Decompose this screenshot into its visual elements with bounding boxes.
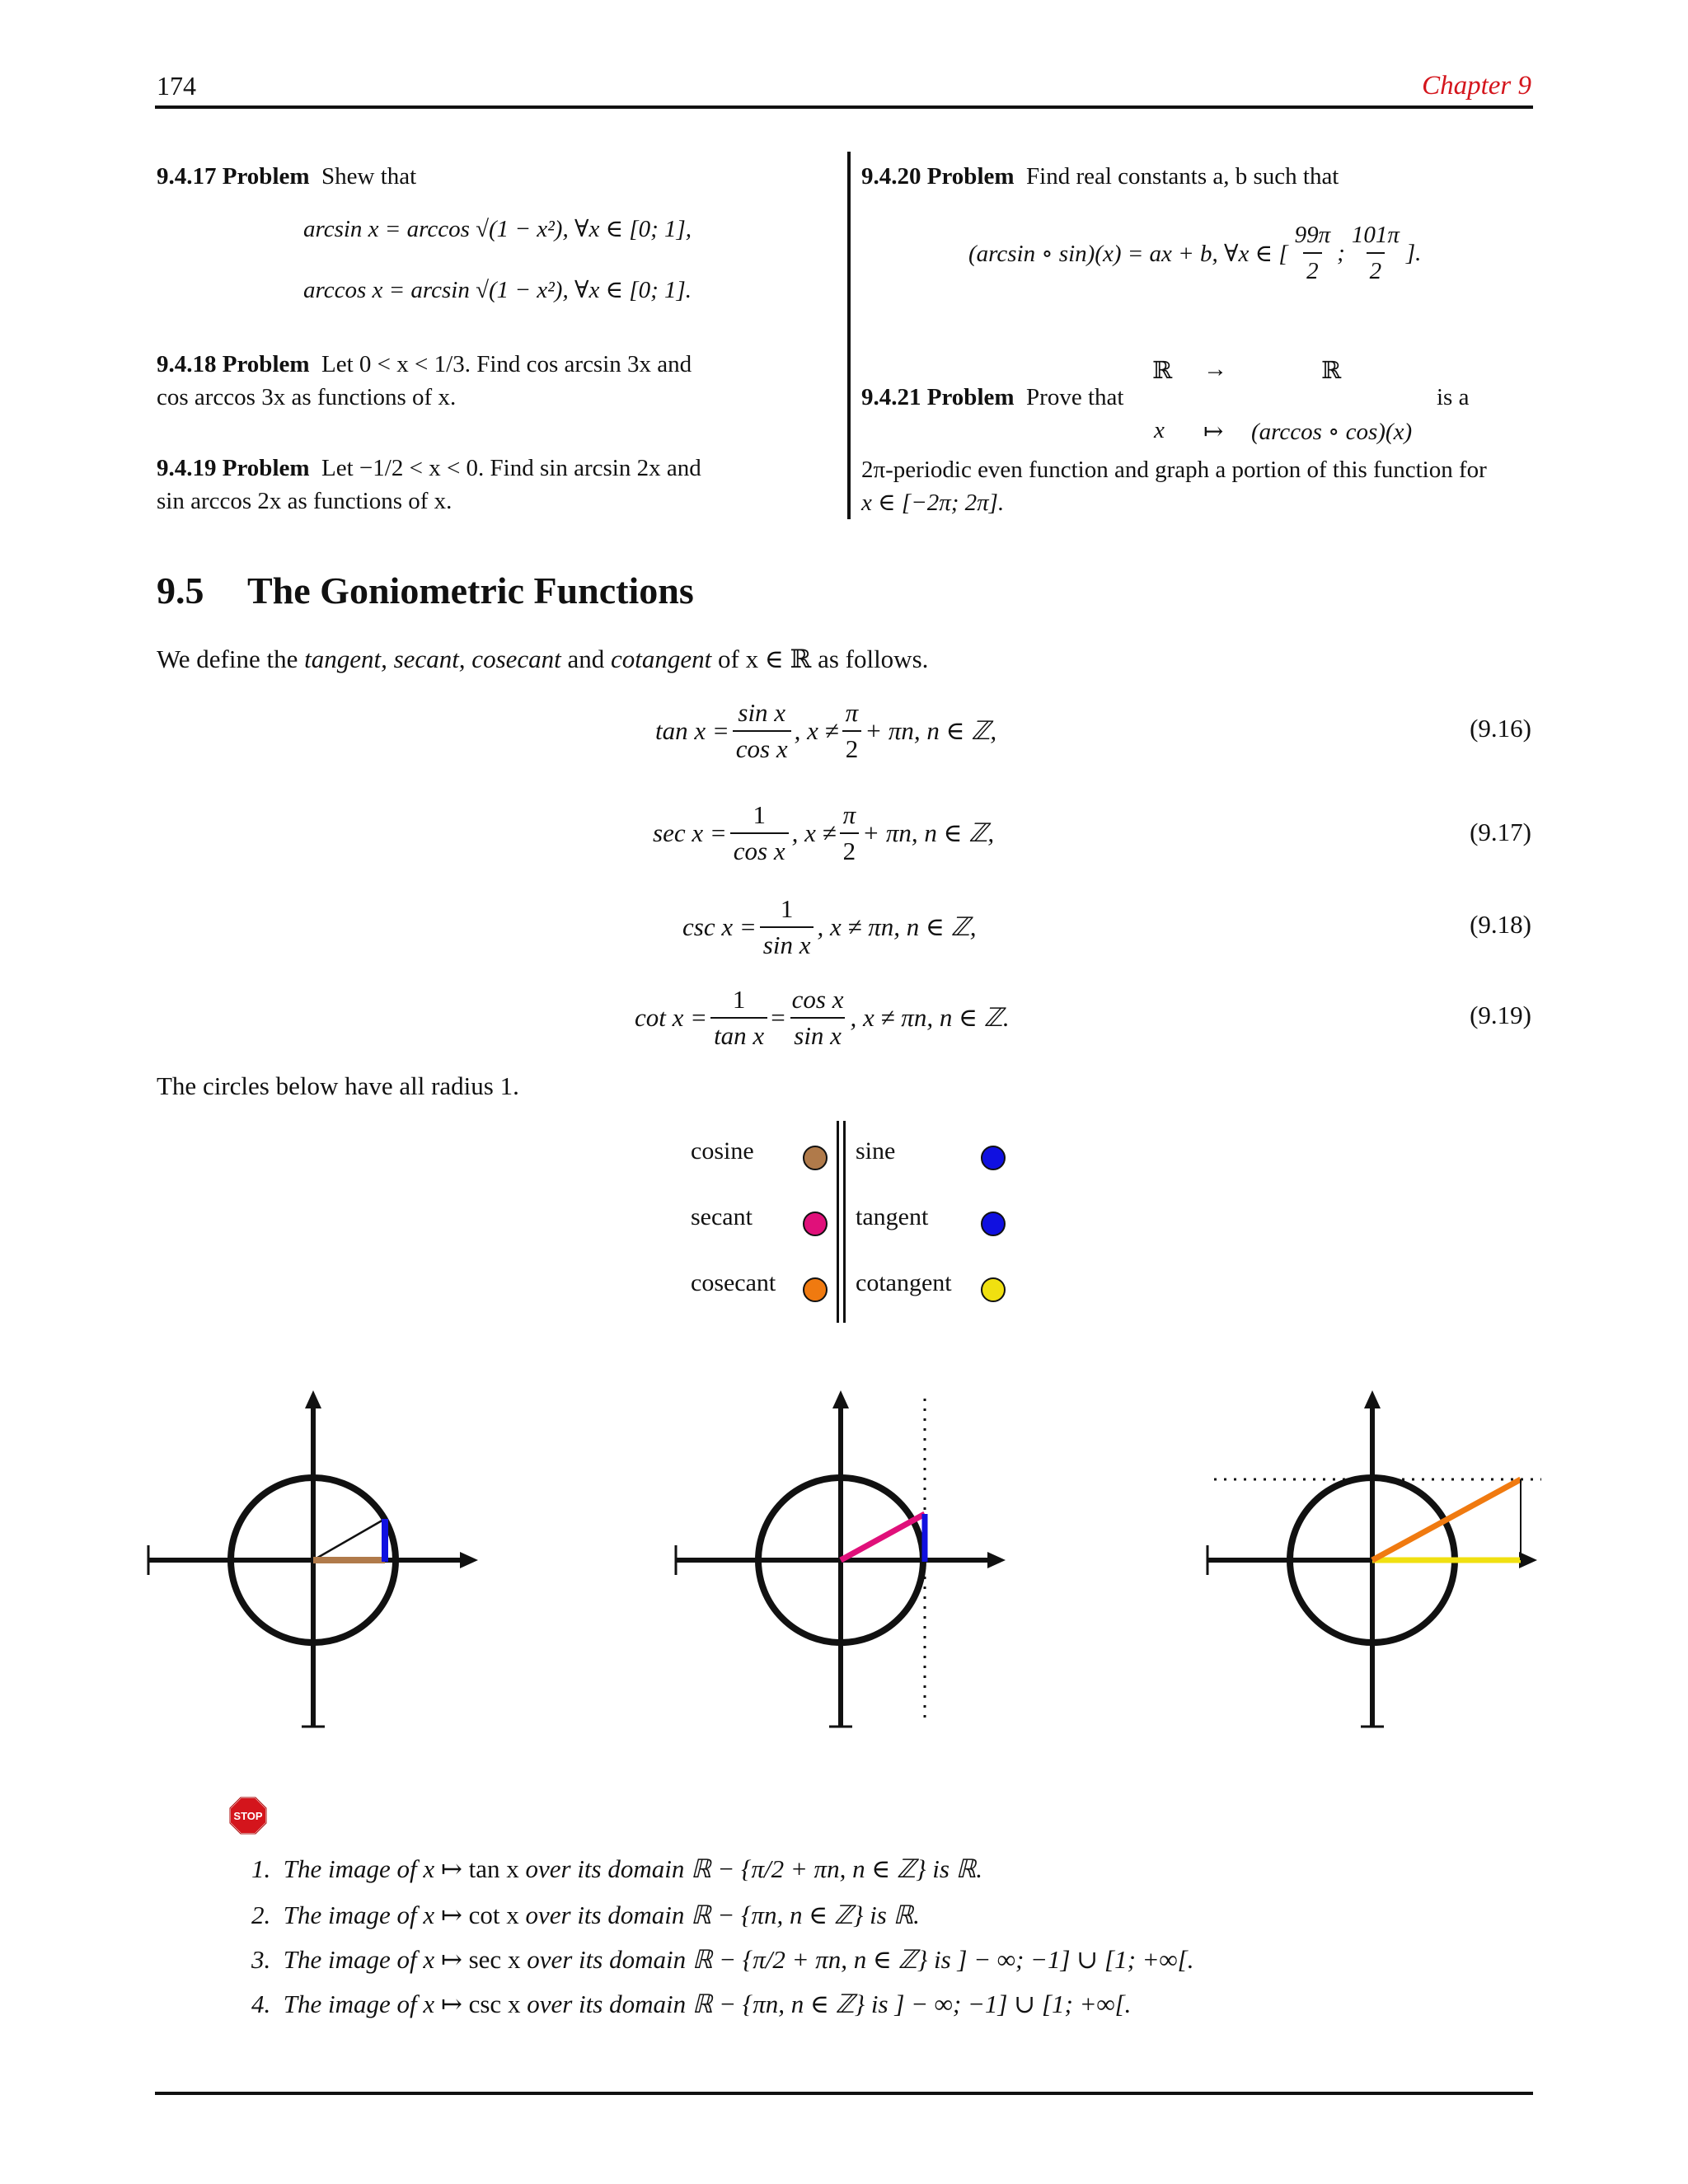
problem-label: 9.4.20 Problem	[861, 163, 1015, 190]
eq-equals: =	[771, 1003, 785, 1032]
secant-segment	[841, 1514, 925, 1560]
frac-den: cos x	[730, 832, 789, 865]
equation-csc	[682, 895, 977, 959]
list-number: 1.	[251, 1854, 271, 1883]
unit-circle-secant-tangent	[668, 1389, 1014, 1735]
legend-swatch-tangent	[981, 1212, 1006, 1236]
problem-label: 9.4.17 Problem	[157, 163, 310, 190]
problem-label: 9.4.19 Problem	[157, 455, 310, 481]
footer-rule	[155, 2092, 1533, 2095]
eq-rest: + πn, n ∈ ℤ,	[865, 716, 997, 745]
equation-tan	[655, 699, 996, 763]
legend-swatch-cosine	[803, 1146, 828, 1170]
list-text: The image of x ↦	[283, 1945, 469, 1974]
list-number: 3.	[251, 1945, 271, 1974]
problem-text: Find real constants a, b such that	[1026, 163, 1339, 190]
legend-label-secant: secant	[691, 1203, 753, 1230]
arrow-head	[1519, 1552, 1537, 1568]
list-func: sec x	[468, 1945, 521, 1974]
frac-num: π	[842, 800, 856, 829]
frac-den: cos x	[733, 730, 791, 763]
problem-text: cos arccos 3x as functions of x.	[157, 384, 457, 410]
equation-number: (9.19)	[1470, 1001, 1531, 1029]
map-r1: ℝ	[1152, 358, 1173, 384]
equation-number: (9.16)	[1470, 714, 1531, 743]
list-item	[251, 1854, 982, 1884]
list-text: over its domain ℝ − {π/2 + πn, n ∈ ℤ} is ℝ.	[518, 1854, 982, 1883]
list-func: cot x	[468, 1900, 519, 1929]
radius-line	[313, 1519, 385, 1560]
legend-label-cosine: cosine	[691, 1137, 754, 1165]
arrow-head	[460, 1552, 478, 1568]
page-number: 174	[157, 71, 196, 101]
eq-sep: ;	[1337, 239, 1345, 266]
section-title-text: The Goniometric Functions	[247, 569, 694, 612]
frac-num: cos x	[791, 985, 844, 1014]
frac-den: 2	[1303, 252, 1322, 285]
problem-text: Prove that	[1026, 384, 1124, 410]
section-intro	[157, 644, 928, 674]
problem-text: x ∈ [−2π; 2π].	[861, 490, 1005, 516]
arrow-head	[832, 1390, 849, 1408]
svg-text:STOP: STOP	[233, 1810, 263, 1822]
chapter-link[interactable]: Chapter 9	[1422, 71, 1531, 101]
eq-rest: , x ≠ πn, n ∈ ℤ,	[817, 912, 977, 941]
map-r2: ℝ	[1321, 358, 1342, 384]
frac-den: 2	[1367, 252, 1386, 285]
legend-swatch-secant	[803, 1212, 828, 1236]
unit-circle-cosecant-cotangent	[1199, 1389, 1545, 1735]
eq-lhs: csc x =	[682, 912, 757, 941]
map-fx: (arccos ∘ cos)(x)	[1251, 419, 1413, 445]
eq-lhs: cot x =	[635, 1003, 708, 1032]
problem-9-4-19	[157, 452, 701, 518]
frac-num: 1	[780, 894, 794, 923]
list-item	[251, 1900, 920, 1930]
frac-num: 101π	[1351, 222, 1400, 248]
legend-swatch-cosecant	[803, 1277, 828, 1302]
problem-20-eq	[968, 221, 1421, 285]
frac-num: π	[845, 698, 859, 727]
section-number: 9.5	[157, 569, 204, 612]
problem-label: 9.4.18 Problem	[157, 351, 310, 377]
unit-circle-sine-cosine	[140, 1389, 486, 1735]
legend-label-tangent: tangent	[856, 1203, 929, 1230]
legend-swatch-cotangent	[981, 1277, 1006, 1302]
legend-divider	[837, 1121, 839, 1323]
legend-label-cosecant: cosecant	[691, 1269, 776, 1296]
arrow-head	[987, 1552, 1006, 1568]
intro-text: We define the	[157, 644, 305, 673]
problem-text: sin arccos 2x as functions of x.	[157, 488, 452, 514]
eq-rest: , x ≠	[791, 818, 837, 847]
problem-17-eq2: arccos x = arcsin √(1 − x²), ∀x ∈ [0; 1].	[303, 277, 692, 303]
problem-9-4-20	[861, 160, 1339, 193]
list-text: The image of x ↦	[283, 1990, 469, 2018]
intro-emph: cotangent	[611, 644, 712, 673]
problem-text: Let −1/2 < x < 0. Find sin arcsin 2x and	[321, 455, 701, 481]
frac-den: 2	[842, 730, 862, 763]
list-text: over its domain ℝ − {πn, n ∈ ℤ} is ] − ∞; −1] ∪ [1; +∞[.	[520, 1990, 1132, 2018]
frac-num: sin x	[738, 698, 786, 727]
list-text: over its domain ℝ − {πn, n ∈ ℤ} is ℝ.	[518, 1900, 920, 1929]
frac-den: sin x	[760, 926, 814, 959]
legend-label-cotangent: cotangent	[856, 1269, 952, 1296]
equation-number: (9.17)	[1470, 818, 1531, 846]
frac-num: 99π	[1294, 222, 1331, 248]
equation-number: (9.18)	[1470, 910, 1531, 939]
frac-num: 1	[753, 800, 766, 829]
intro-emph: tangent, secant, cosecant	[304, 644, 561, 673]
eq-lhs: sec x =	[653, 818, 727, 847]
list-number: 4.	[251, 1990, 271, 2018]
problem-text: is a	[1437, 384, 1470, 410]
problem-9-4-17	[157, 160, 416, 193]
cosecant-segment	[1372, 1479, 1521, 1560]
list-text: The image of x ↦	[283, 1854, 469, 1883]
problem-21-cont	[861, 453, 1487, 519]
equation-cot	[635, 986, 1010, 1050]
problem-text: Shew that	[321, 163, 417, 190]
equation-sec	[653, 801, 994, 865]
list-item	[251, 1990, 1131, 2019]
frac-den: tan x	[710, 1017, 767, 1050]
problem-label: 9.4.21 Problem	[861, 384, 1015, 410]
problem-17-eq1: arcsin x = arccos √(1 − x²), ∀x ∈ [0; 1],	[303, 216, 692, 242]
map-arrow1: →	[1203, 356, 1227, 382]
eq-rest: + πn, n ∈ ℤ,	[862, 818, 995, 847]
problem-text: Let 0 < x < 1/3. Find cos arcsin 3x and	[321, 351, 692, 377]
list-text: The image of x ↦	[283, 1900, 469, 1929]
list-text: over its domain ℝ − {π/2 + πn, n ∈ ℤ} is ] − ∞; −1] ∪ [1; +∞[.	[520, 1945, 1194, 1974]
intro-text: and	[560, 644, 612, 673]
list-func: csc x	[468, 1990, 521, 2018]
intro-text: of x ∈ ℝ as follows.	[711, 644, 929, 673]
stop-sign-icon	[229, 1797, 267, 1835]
section-title	[157, 569, 694, 612]
legend-divider	[843, 1121, 846, 1323]
problem-9-4-18	[157, 348, 692, 414]
eq-rest: , x ≠ πn, n ∈ ℤ.	[850, 1003, 1010, 1032]
frac-den: 2	[840, 832, 860, 865]
frac-num: 1	[732, 985, 746, 1014]
map-arrow2: ↦	[1203, 419, 1224, 445]
list-number: 2.	[251, 1900, 271, 1929]
arrow-head	[1364, 1390, 1381, 1408]
arrow-head	[305, 1390, 321, 1408]
circles-note: The circles below have all radius 1.	[157, 1071, 519, 1100]
list-func: tan x	[468, 1854, 519, 1883]
column-rule	[847, 152, 851, 519]
map-x: x	[1154, 417, 1165, 443]
problem-9-4-21	[861, 381, 1123, 414]
legend-swatch-sine	[981, 1146, 1006, 1170]
header-rule	[155, 105, 1533, 109]
frac-den: sin x	[790, 1017, 845, 1050]
eq-left: (arcsin ∘ sin)(x) = ax + b, ∀x ∈ [	[968, 240, 1288, 267]
list-item	[251, 1945, 1193, 1975]
eq-lhs: tan x =	[655, 716, 729, 745]
eq-rest: , x ≠	[794, 716, 839, 745]
problem-text: 2π-periodic even function and graph a portion of this function for	[861, 457, 1487, 483]
eq-right: ].	[1405, 239, 1422, 266]
legend-label-sine: sine	[856, 1137, 896, 1165]
